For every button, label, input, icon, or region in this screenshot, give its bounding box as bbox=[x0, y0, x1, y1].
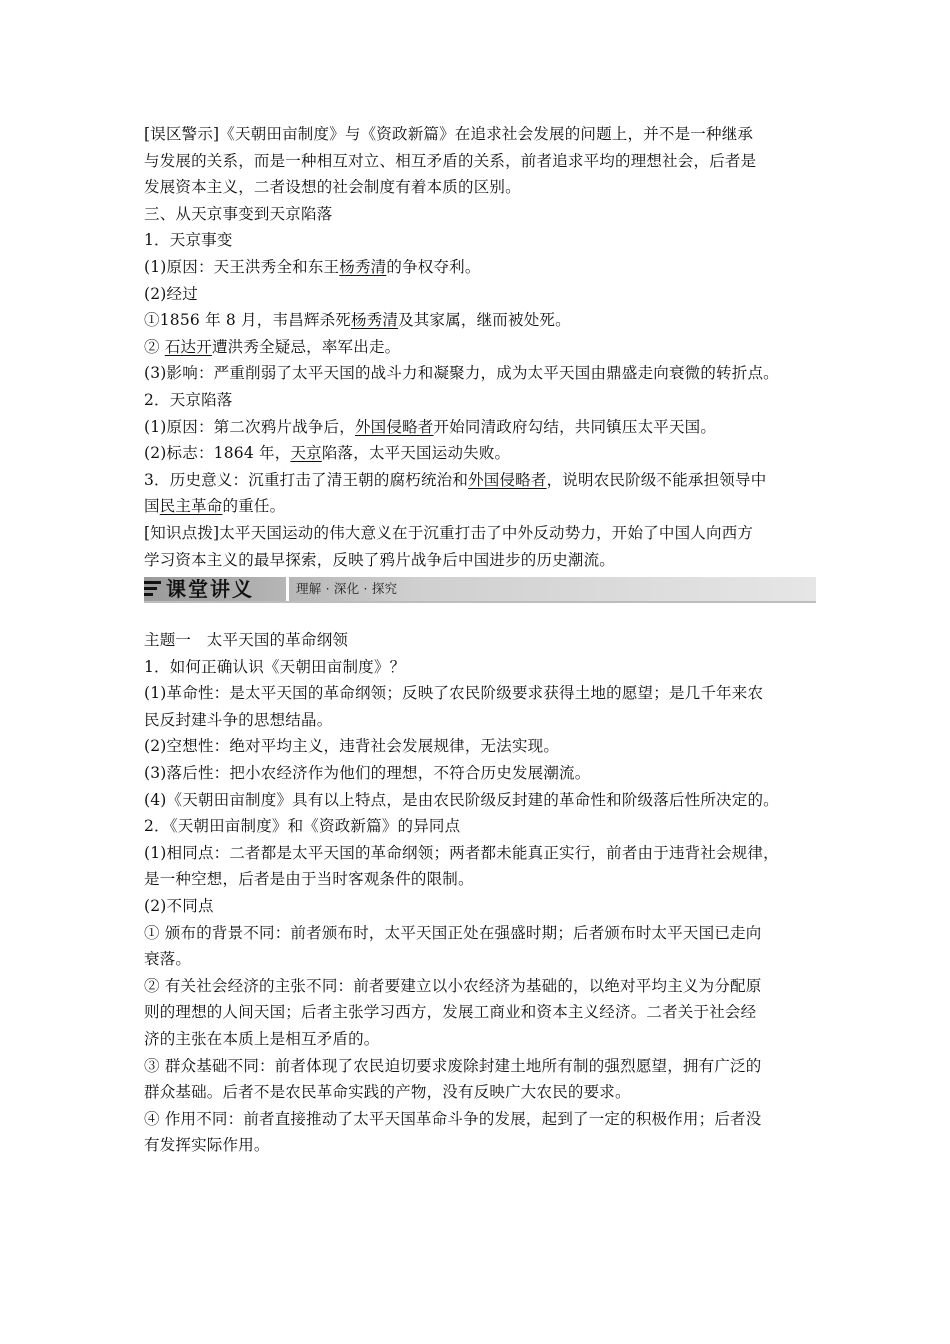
text-line: (1)革命性：是太平天国的革命纲领；反映了农民阶级要求获得土地的愿望；是几千年来农 bbox=[144, 684, 764, 703]
text-line: (1)相同点：二者都是太平天国的革命纲领；两者都未能真正实行，前者由于违背社会规律， bbox=[144, 843, 779, 862]
text-line: (3)影响：严重削弱了太平天国的战斗力和凝聚力，成为太平天国由鼎盛走向衰微的转折点。 bbox=[144, 364, 779, 383]
text-line: (2)经过 bbox=[144, 284, 198, 303]
text-line: 群众基础。后者不是农民革命实践的产物，没有反映广大农民的要求。 bbox=[144, 1083, 631, 1102]
text-span: 的重任。 bbox=[222, 497, 286, 516]
text-line bbox=[144, 467, 816, 494]
text-span: 3．历史意义：沉重打击了清王朝的腐朽统治和 bbox=[144, 470, 469, 489]
underlined-term: 天京 bbox=[290, 444, 322, 463]
text-line bbox=[144, 414, 816, 441]
text-line bbox=[144, 334, 816, 361]
misconception-warning-line: 发展资本主义，二者设想的社会制度有着本质的区别。 bbox=[144, 178, 521, 197]
text-span: 及其家属，继而被处死。 bbox=[398, 311, 571, 330]
text-span: 国 bbox=[144, 497, 160, 516]
text-line: (4)《天朝田亩制度》具有以上特点，是由农民阶级反封建的革命性和阶级落后性所决定的。 bbox=[144, 790, 779, 809]
text-line: ④ 作用不同：前者直接推动了太平天国革命斗争的发展，起到了一定的积极作用；后者没 bbox=[144, 1109, 762, 1128]
section-heading: 三、从天京事变到天京陷落 bbox=[144, 204, 333, 223]
knowledge-tip-line: 学习资本主义的最早探索，反映了鸦片战争后中国进步的历史潮流。 bbox=[144, 550, 616, 569]
text-span: ② bbox=[144, 337, 165, 356]
text-span: 开始同清政府勾结，共同镇压太平天国。 bbox=[433, 417, 717, 436]
banner-title: 课堂讲义 bbox=[166, 577, 254, 602]
underlined-term: 外国侵略者 bbox=[468, 470, 547, 489]
text-span: ，说明农民阶级不能承担领导中 bbox=[546, 470, 767, 489]
text-line: 济的主张在本质上是相互矛盾的。 bbox=[144, 1030, 380, 1048]
text-span: 的争权夺利。 bbox=[386, 257, 481, 276]
text-span: 遭洪秀全疑忌，率军出走。 bbox=[211, 337, 401, 356]
question-heading: 2．《天朝田亩制度》和《资政新篇》的异同点 bbox=[144, 817, 461, 836]
banner-subtitle: 理解 · 深化 · 探究 bbox=[296, 581, 398, 597]
text-line: 则的理想的人间天国；后者主张学习西方，发展工商业和资本主义经济。二者关于社会经 bbox=[144, 1003, 757, 1022]
text-line: (2)空想性：绝对平均主义，违背社会发展规律，无法实现。 bbox=[144, 737, 560, 756]
question-heading: 1．如何正确认识《天朝田亩制度》？ bbox=[144, 657, 406, 676]
knowledge-tip-line: [知识点拨]太平天国运动的伟大意义在于沉重打击了中外反动势力，开始了中国人向西方 bbox=[144, 523, 754, 542]
text-span: ①1856 年 8 月，韦昌辉杀死 bbox=[144, 311, 351, 330]
text-line: 民反封建斗争的思想结晶。 bbox=[144, 710, 333, 729]
misconception-warning-line: 与发展的关系，而是一种相互对立、相互矛盾的关系，前者追求平均的理想社会，后者是 bbox=[144, 151, 757, 170]
section-banner bbox=[144, 573, 816, 621]
text-line bbox=[144, 307, 816, 334]
underlined-term: 外国侵略者 bbox=[354, 417, 434, 436]
underlined-term: 民主革命 bbox=[159, 497, 223, 516]
underlined-term: 杨秀清 bbox=[339, 257, 387, 276]
text-line: 衰落。 bbox=[144, 950, 192, 969]
text-line bbox=[144, 254, 816, 281]
underlined-term: 杨秀清 bbox=[351, 311, 399, 330]
text-line bbox=[144, 440, 816, 467]
text-span: (1)原因：第二次鸦片战争后， bbox=[144, 417, 355, 436]
text-line: 是一种空想，后者是由于当时客观条件的限制。 bbox=[144, 870, 474, 889]
text-line: ① 颁布的背景不同：前者颁布时，太平天国正处在强盛时期；后者颁布时太平天国已走向 bbox=[144, 923, 762, 942]
document-content bbox=[144, 121, 816, 1159]
text-span: (2)标志：1864 年， bbox=[144, 444, 291, 463]
subsection-heading: 1．天京事变 bbox=[144, 231, 233, 250]
text-line: ③ 群众基础不同：前者体现了农民迫切要求废除封建土地所有制的强烈愿望，拥有广泛的 bbox=[144, 1056, 762, 1075]
text-line bbox=[144, 493, 816, 520]
topic-heading: 主题一 太平天国的革命纲领 bbox=[144, 631, 349, 650]
misconception-warning-line: [误区警示]《天朝田亩制度》与《资政新篇》在追求社会发展的问题上，并不是一种继承 bbox=[144, 125, 754, 143]
banner-stripes-icon bbox=[144, 579, 164, 599]
text-line: ② 有关社会经济的主张不同：前者要建立以小农经济为基础的，以绝对平均主义为分配原 bbox=[144, 976, 762, 995]
banner-divider bbox=[286, 577, 289, 601]
text-line: (3)落后性：把小农经济作为他们的理想，不符合历史发展潮流。 bbox=[144, 764, 591, 783]
text-span: 陷落，太平天国运动失败。 bbox=[321, 444, 511, 463]
text-line: 有发挥实际作用。 bbox=[144, 1136, 270, 1155]
text-span: (1)原因：天王洪秀全和东王 bbox=[144, 257, 340, 276]
text-line: (2)不同点 bbox=[144, 897, 214, 916]
underlined-term: 石达开 bbox=[164, 337, 212, 356]
subsection-heading: 2．天京陷落 bbox=[144, 390, 233, 409]
